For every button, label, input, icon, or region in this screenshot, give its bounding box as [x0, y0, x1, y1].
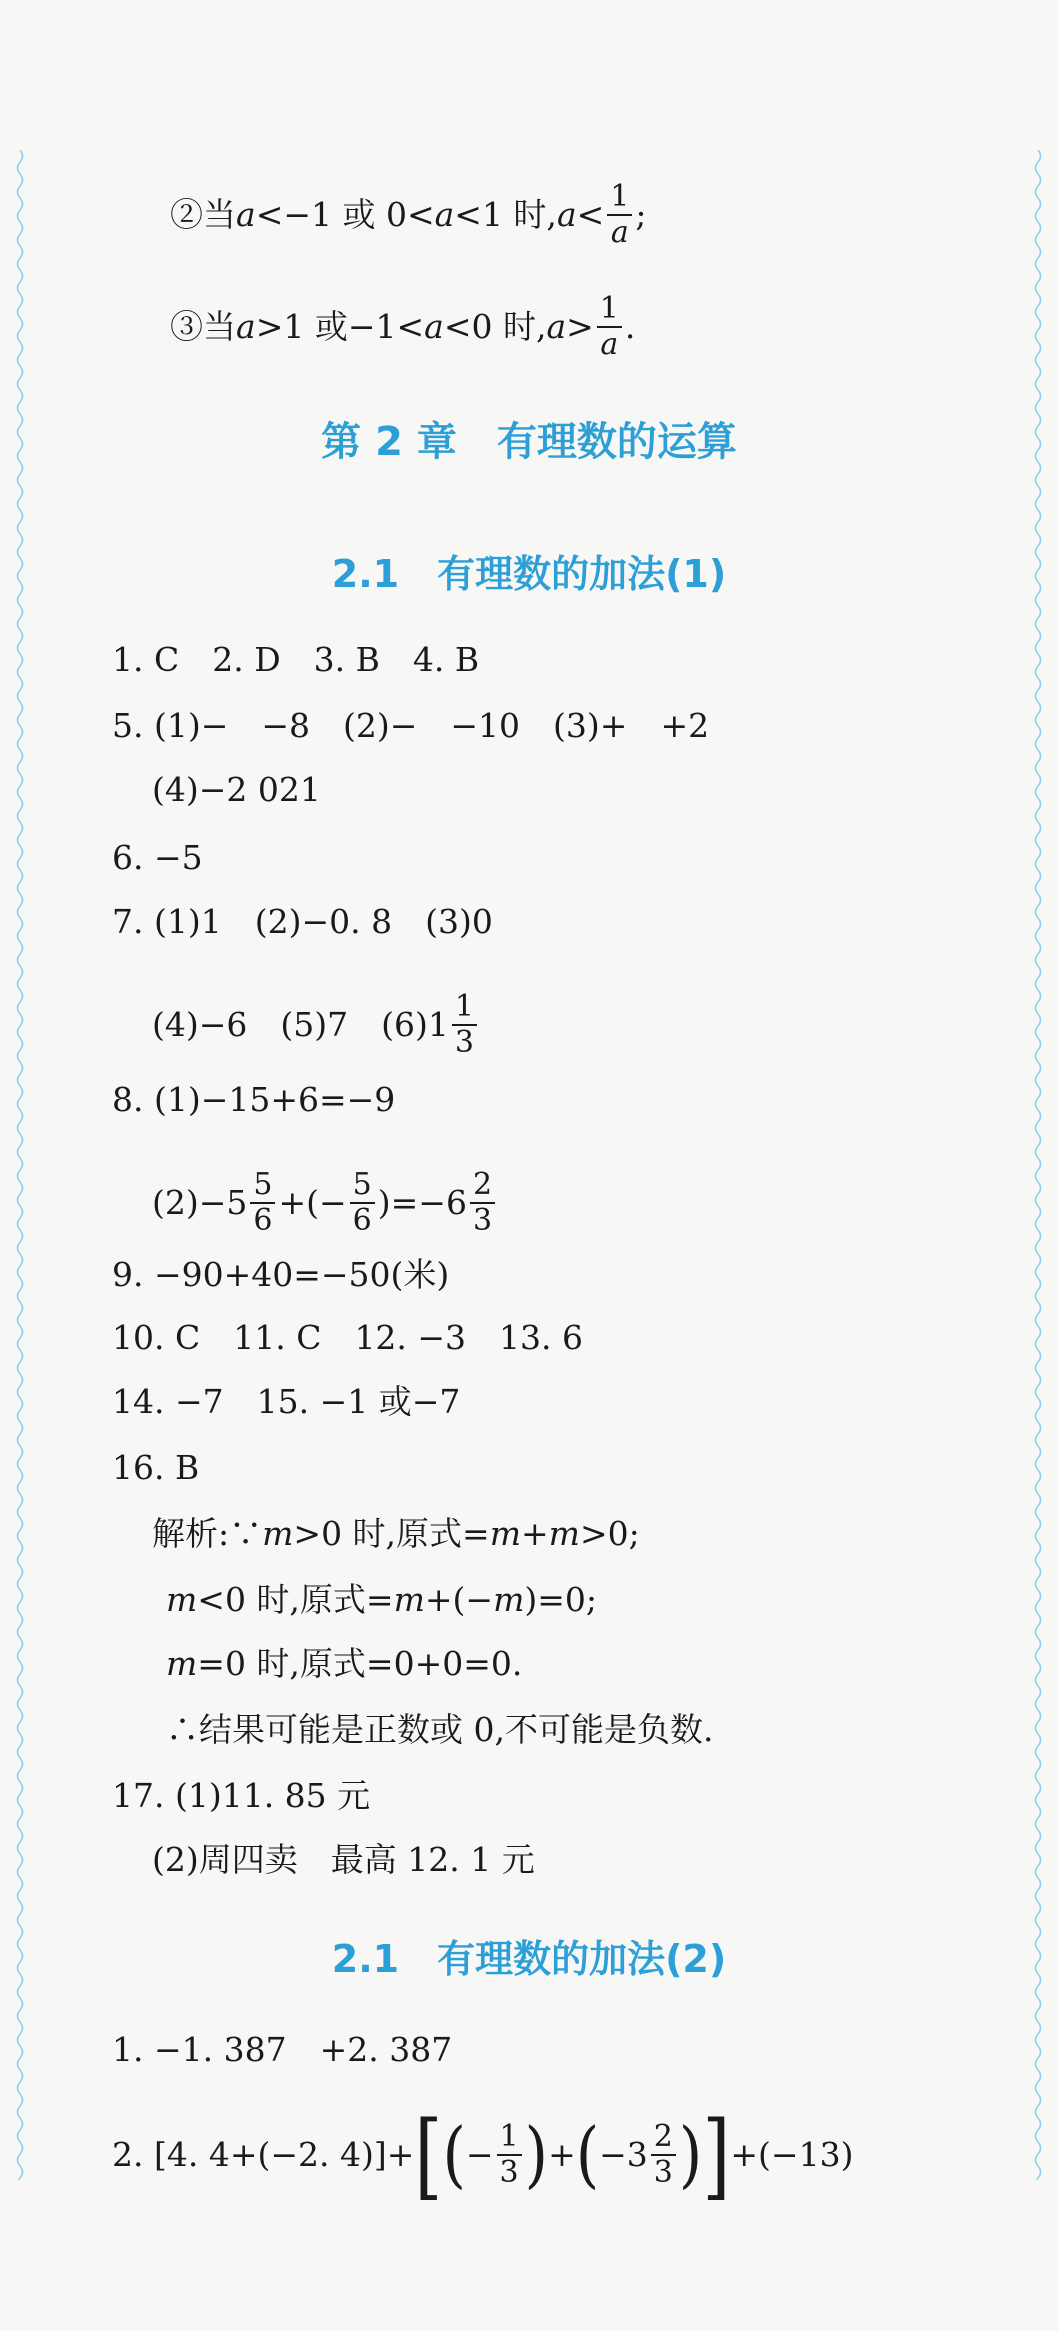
- explanation-line: ∴结果可能是正数或 0,不可能是负数.: [166, 1710, 714, 1749]
- answer-line: 8. (1)−15+6=−9: [112, 1080, 396, 1119]
- left-paren: (: [442, 2113, 466, 2197]
- answer-line: 17. (1)11. 85 元: [112, 1776, 371, 1815]
- chapter-title: 第 2 章 有理数的运算: [321, 419, 737, 465]
- fraction: $\frac{2}{3}$: [651, 2120, 676, 2190]
- fraction: $\frac{1}{a}$: [597, 292, 622, 362]
- answer-line: 16. B: [112, 1448, 200, 1487]
- answer-line: (2)周四卖 最高 12. 1 元: [152, 1840, 535, 1879]
- answer-line: (4)−2 021: [152, 770, 321, 809]
- fraction: $\frac{1}{a}$: [607, 180, 632, 250]
- right-paren: ): [524, 2113, 549, 2197]
- fraction: $\frac{1}{3}$: [452, 990, 477, 1060]
- left-paren: (: [575, 2113, 600, 2197]
- answer-line: 9. −90+40=−50(米): [112, 1255, 450, 1294]
- explanation-line: 解析:∵ m >0 时,原式= m + m >0;: [152, 1514, 640, 1553]
- right-bracket: ]: [702, 2100, 731, 2210]
- fraction: $\frac{5}{6}$: [250, 1168, 275, 1238]
- fraction: $\frac{5}{6}$: [350, 1168, 375, 1238]
- answer-line: 10. C 11. C 12. −3 13. 6: [112, 1318, 584, 1357]
- answer-line: 7. (1)1 (2)−0. 8 (3)0: [112, 902, 493, 941]
- fraction: $\frac{2}{3}$: [470, 1168, 495, 1238]
- answer-line-7b: (4)−6 (5)7 (6)1 $\frac{1}{3}$: [152, 990, 480, 1060]
- answer-line-8b: (2)−5 $\frac{5}{6}$ +(− $\frac{5}{6}$ )=−6 $\frac{2}{3}$: [152, 1168, 498, 1238]
- answer-line-case3: ③当 a >1 或−1< a <0 时, a > $\frac{1}{a}$ .: [170, 291, 636, 362]
- explanation-line: m =0 时,原式=0+0=0.: [166, 1644, 523, 1683]
- right-paren: ): [678, 2113, 703, 2197]
- fraction: $\frac{1}{3}$: [497, 2120, 522, 2190]
- answer-line-case2: ②当 a <−1 或 0< a <1 时, a < $\frac{1}{a}$ ;: [170, 179, 647, 250]
- section-title-2: 2.1 有理数的加法(2): [331, 1937, 727, 1981]
- answer-line: 5. (1)− −8 (2)− −10 (3)+ +2: [112, 706, 710, 745]
- answer-line: 1. C 2. D 3. B 4. B: [112, 640, 480, 679]
- answer-line: 1. −1. 387 +2. 387: [112, 2030, 453, 2069]
- explanation-line: m <0 时,原式= m +(− m )=0;: [166, 1580, 597, 1619]
- section-title-1: 2.1 有理数的加法(1): [331, 552, 727, 596]
- answer-line-2: 2. [4. 4+(−2. 4)]+ [ ( − $\frac{1}{3}$ ) + ( −3 $\frac{2}{3}$ ) ] +(−13): [112, 2100, 854, 2210]
- answer-line: 14. −7 15. −1 或−7: [112, 1382, 461, 1421]
- answer-line: 6. −5: [112, 838, 203, 877]
- left-bracket: [: [414, 2100, 443, 2210]
